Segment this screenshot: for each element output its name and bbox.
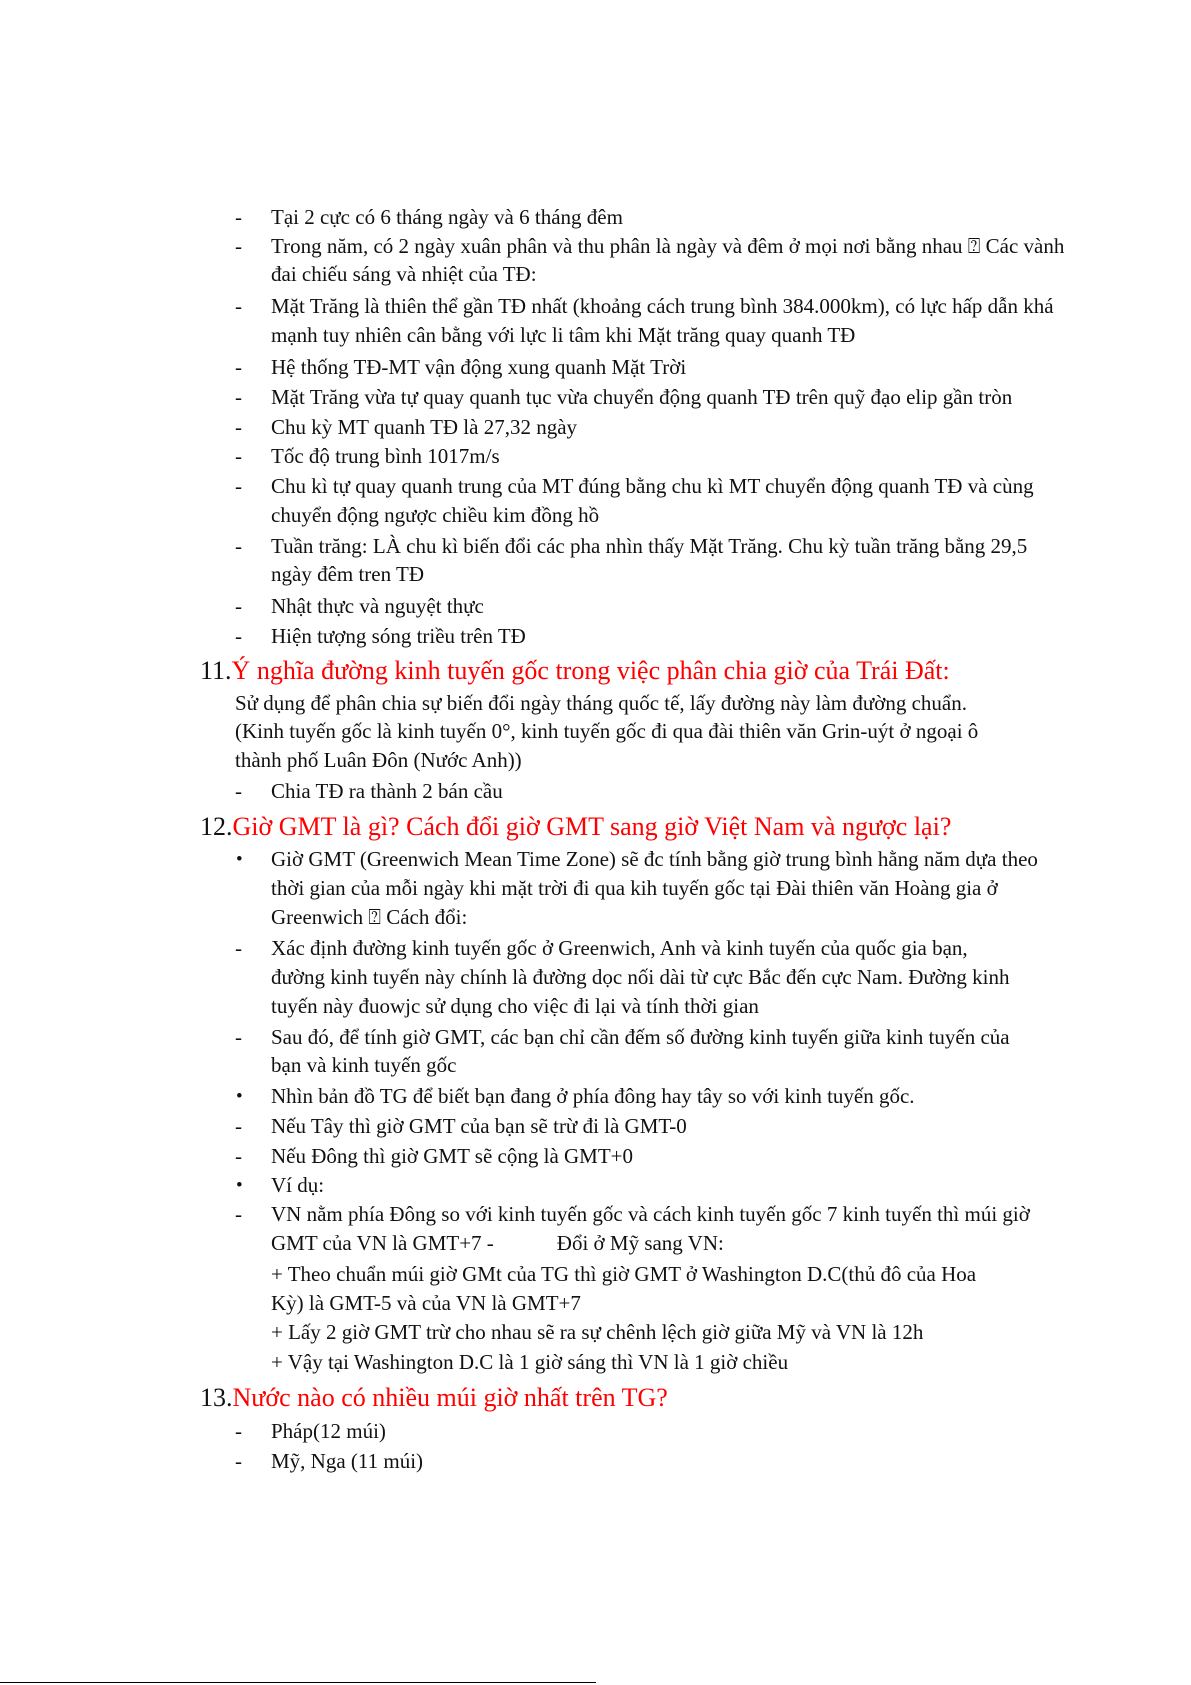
list-item: Hiện tượng sóng triều trên TĐ [271, 624, 526, 648]
list-item: Nhật thực và nguyệt thực [271, 594, 484, 618]
list-item-continued: đai chiếu sáng và nhiệt của TĐ: [271, 262, 537, 286]
dash-marker: - [235, 594, 242, 618]
dash-marker: - [235, 234, 242, 258]
bullet-marker: • [236, 1086, 243, 1107]
dash-marker: - [235, 1144, 242, 1168]
dash-marker: - [235, 294, 242, 318]
list-item-continued: GMT của VN là GMT+7 - Đổi ở Mỹ sang VN: [271, 1231, 724, 1255]
dash-marker: - [235, 355, 242, 379]
list-item-continued: chuyển động ngược chiều kim đồng hồ [271, 503, 600, 527]
footnote-rule [0, 1682, 596, 1683]
list-item: VN nằm phía Đông so với kinh tuyến gốc và cách kinh tuyến gốc 7 kinh tuyến thì múi giờ [271, 1202, 1030, 1226]
list-item: Sau đó, để tính giờ GMT, các bạn chỉ cần đếm số đường kinh tuyến giữa kinh tuyến của [271, 1025, 1010, 1049]
list-item-continued: ngày đêm tren TĐ [271, 562, 424, 586]
list-item-continued: bạn và kinh tuyến gốc [271, 1053, 457, 1077]
question-title: Nước nào có nhiều múi giờ nhất trên TG? [232, 1383, 668, 1412]
dash-marker: - [235, 1025, 242, 1049]
list-item: Mặt Trăng vừa tự quay quanh tục vừa chuyển động quanh TĐ trên quỹ đạo elip gần tròn [271, 385, 1013, 409]
dash-marker: - [235, 385, 242, 409]
list-item: Mỹ, Nga (11 múi) [271, 1449, 424, 1473]
question-number: 13. [200, 1383, 233, 1412]
list-item: Tốc độ trung bình 1017m/s [271, 444, 500, 468]
list-item: Chia TĐ ra thành 2 bán cầu [271, 779, 503, 803]
list-item: Pháp(12 múi) [271, 1419, 386, 1443]
list-item-continued: đường kinh tuyến này chính là đường dọc nối dài từ cực Bắc đến cực Nam. Đường kinh [271, 965, 1010, 989]
question-number: 12. [200, 812, 233, 841]
list-item: Xác định đường kinh tuyến gốc ở Greenwich, Anh và kinh tuyến của quốc gia bạn, [271, 936, 968, 960]
dash-marker: - [235, 534, 242, 558]
question-12-heading [200, 810, 951, 844]
list-item: Nhìn bản đồ TG để biết bạn đang ở phía đông hay tây so với kinh tuyến gốc. [271, 1084, 915, 1108]
dash-marker: - [235, 779, 242, 803]
dash-marker: - [235, 205, 242, 229]
list-item-continued: mạnh tuy nhiên cân bằng với lực li tâm khi Mặt trăng quay quanh TĐ [271, 323, 856, 347]
dash-marker: - [235, 1419, 242, 1443]
list-item-continued: Kỳ) là GMT-5 và của VN là GMT+7 [271, 1291, 581, 1315]
question-title: Ý nghĩa đường kinh tuyến gốc trong việc phân chia giờ của Trái Đất: [231, 656, 950, 685]
list-item: Nếu Đông thì giờ GMT sẽ cộng là GMT+0 [271, 1144, 634, 1168]
list-item: Trong năm, có 2 ngày xuân phân và thu phân là ngày và đêm ở mọi nơi bằng nhau ⍰ Các vành [271, 234, 1065, 258]
list-item: Mặt Trăng là thiên thể gần TĐ nhất (khoảng cách trung bình 384.000km), có lực hấp dẫn khá [271, 294, 1054, 318]
list-item-continued: thời gian của mỗi ngày khi mặt trời đi qua kih tuyến gốc tại Đài thiên văn Hoàng gia ở [271, 876, 998, 900]
paragraph-line: (Kinh tuyến gốc là kinh tuyến 0°, kinh tuyến gốc đi qua đài thiên văn Grin-uýt ở ngoại ô [235, 719, 979, 743]
question-title: Giờ GMT là gì? Cách đổi giờ GMT sang giờ Việt Nam và ngược lại? [232, 812, 952, 841]
dash-marker: - [235, 1449, 242, 1473]
paragraph-line: thành phố Luân Đôn (Nước Anh)) [235, 748, 522, 772]
list-item: Tại 2 cực có 6 tháng ngày và 6 tháng đêm [271, 205, 623, 229]
list-item-continued: Greenwich ⍰ Cách đổi: [271, 905, 468, 929]
question-number: 11. [200, 656, 232, 685]
dash-marker: - [235, 936, 242, 960]
list-item-continued: + Vậy tại Washington D.C là 1 giờ sáng thì VN là 1 giờ chiều [271, 1350, 789, 1374]
bullet-marker: • [236, 849, 243, 870]
paragraph-line: Sử dụng để phân chia sự biến đổi ngày tháng quốc tế, lấy đường này làm đường chuẩn. [235, 691, 968, 715]
list-item: Chu kỳ MT quanh TĐ là 27,32 ngày [271, 415, 578, 439]
list-item: Ví dụ: [271, 1173, 325, 1197]
dash-marker: - [235, 624, 242, 648]
dash-marker: - [235, 1114, 242, 1138]
question-11-heading [200, 654, 950, 688]
list-item: Giờ GMT (Greenwich Mean Time Zone) sẽ đc tính bằng giờ trung bình hằng năm dựa theo [271, 847, 1038, 871]
dash-marker: - [235, 474, 242, 498]
bullet-marker: • [236, 1175, 243, 1196]
list-item-continued: + Lấy 2 giờ GMT trừ cho nhau sẽ ra sự chênh lệch giờ giữa Mỹ và VN là 12h [271, 1320, 924, 1344]
dash-marker: - [235, 1202, 242, 1226]
list-item: Hệ thống TĐ-MT vận động xung quanh Mặt Trời [271, 355, 687, 379]
dash-marker: - [235, 444, 242, 468]
list-item-continued: tuyến này đuowjc sử dụng cho việc đi lại và tính thời gian [271, 994, 759, 1018]
dash-marker: - [235, 415, 242, 439]
list-item: Chu kì tự quay quanh trung của MT đúng bằng chu kì MT chuyển động quanh TĐ và cùng [271, 474, 1034, 498]
list-item: Nếu Tây thì giờ GMT của bạn sẽ trừ đi là GMT-0 [271, 1114, 687, 1138]
list-item: Tuần trăng: LÀ chu kì biến đổi các pha nhìn thấy Mặt Trăng. Chu kỳ tuần trăng bằng 29,5 [271, 534, 1028, 558]
question-13-heading [200, 1381, 668, 1415]
list-item-continued: + Theo chuẩn múi giờ GMt của TG thì giờ GMT ở Washington D.C(thủ đô của Hoa [271, 1262, 977, 1286]
